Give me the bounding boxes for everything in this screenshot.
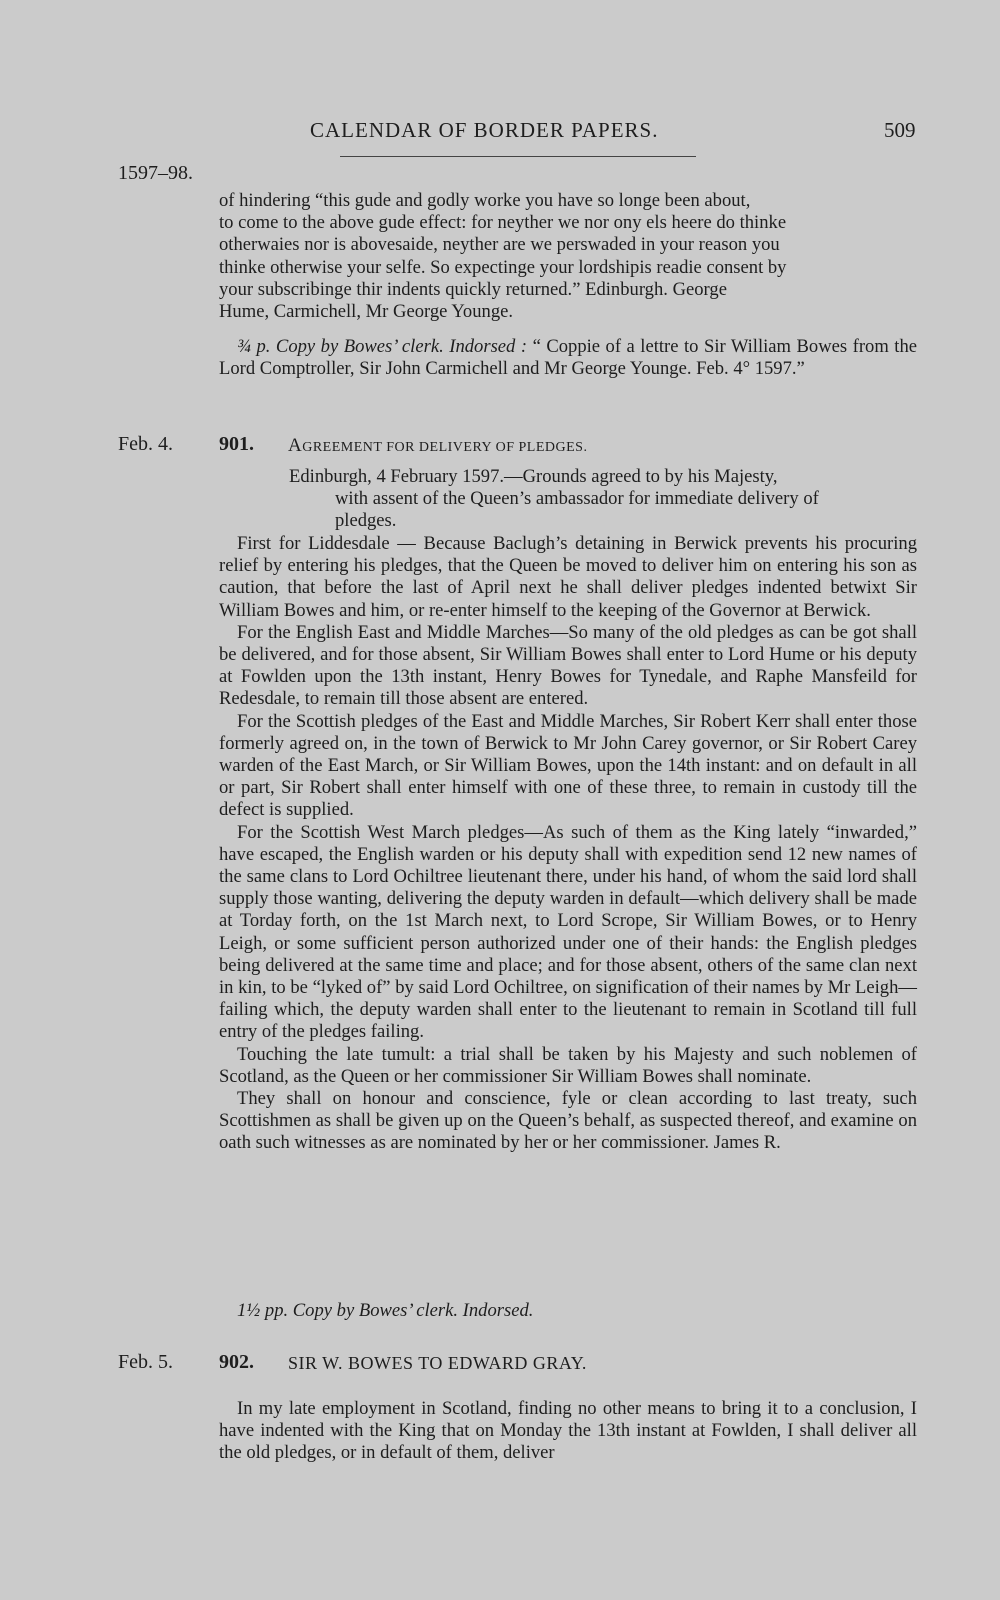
note-size: ¾ p. [237, 336, 271, 357]
entry-902-body [219, 1398, 917, 1465]
note-text: “ Coppie of a lettre to Sir William Bowes from the Lord Comptroller, Sir John Carmichell and Mr George Younge. Feb. 4° 1597.” [219, 336, 918, 380]
entry-901-note: 1½ pp. Copy by Bowes’ clerk. Indorsed. [237, 1300, 534, 1321]
paragraph-late-tumult: Touching the late tumult: a trial shall be taken by his Majesty and such noblemen of Scotland, as the Queen or her commissioner Sir William Bowes shall nominate. [219, 1043, 917, 1087]
entry-902-title: SIR W. BOWES TO EDWARD GRAY. [288, 1353, 587, 1373]
place-line-3: pledges. [335, 510, 397, 532]
paragraph-honour: They shall on honour and conscience, fyle or clean according to last treaty, such Scottishmen as shall be given up on the Queen’s behalf, as suspected thereof, and examine on oath such witnesses as are nominated by her or her commissioner. James R. [219, 1088, 917, 1154]
place-line-2: with assent of the Queen’s ambassador for immediate delivery of [335, 488, 819, 510]
entry-901-number: 901. [219, 433, 254, 455]
entry-902-number: 902. [219, 1351, 254, 1373]
paragraph-scottish-east-middle: For the Scottish pledges of the East and Middle Marches, Sir Robert Kerr shall enter those formerly agreed on, in the town of Berwick to Mr John Carey governor, or Sir Robert Carey warden of the East March, or Sir William Bowes, upon the 14th instant: and on default in all or part, Sir Robert shall enter himself with one of these three, to remain in custody till the defect is supplied. [219, 710, 917, 821]
header-rule [340, 156, 696, 157]
opening-line: of hindering “this gude and godly worke you have so longe been about, [219, 190, 751, 211]
opening-line: Hume, Carmichell, Mr George Younge. [219, 301, 514, 323]
running-title: CALENDAR OF BORDER PAPERS. [310, 118, 659, 142]
entry-901-place-date [289, 466, 917, 533]
opening-line: your subscribinge thir indents quickly returned.” Edinburgh. George [219, 278, 727, 300]
opening-note [219, 336, 917, 380]
paragraph-english-marches: For the English East and Middle Marches—So many of the old pledges as can be got shall be delivered, and for those absent, Sir William Bowes shall enter to Lord Hume or his deputy at Fowlden upon the 13th instant, Henry Bowes for Tynedale, and Raphe Mansfeild for Redesdale, to remain till those absent are entered. [219, 621, 917, 710]
entry-901-date: Feb. 4. [118, 433, 173, 455]
margin-year: 1597–98. [118, 162, 193, 184]
note-indorsed-label: Indorsed : [449, 336, 528, 357]
page-header [0, 118, 1000, 148]
opening-line: thinke otherwise your selfe. So expectinge your lordshipis readie consent by [219, 256, 787, 278]
opening-paragraph [219, 190, 917, 323]
opening-line: otherwaies nor is abovesaide, neyther are we perswaded in your reason you [219, 234, 780, 256]
note-copy: Copy by Bowes’ clerk. [275, 336, 444, 357]
entry-901-title-rest: GREEMENT FOR DELIVERY OF PLEDGES. [302, 440, 588, 455]
place-line-1: Edinburgh, 4 February 1597.—Grounds agreed to by his Majesty, [289, 466, 778, 487]
paragraph-scottish-west-march: For the Scottish West March pledges—As such of them as the King lately “inwarded,” have escaped, the English warden or his deputy shall with expedition send 12 new names of the same clans to Lord Ochiltree lieutenant there, under his hand, of whom the said lord shall supply those wanting, delivering the deputy warden in default—which delivery shall be made at Torday forth, on the 1st March next, to Lord Scrope, Sir William Bowes, or to Henry Leigh, or some sufficient person authorized under one of their hands: the English pledges being delivered at the same time and place; and for those absent, others of the same clan next in kin, to be “lyked of” by said Lord Ochiltree, on signification of their names by Mr Leigh—failing which, the deputy warden shall enter to the lieutenant to remain in Scotland till full entry of the pledges failing. [219, 821, 917, 1043]
paragraph-902: In my late employment in Scotland, finding no other means to bring it to a conclusion, I have indented with the King that on Monday the 13th instant at Fowlden, I shall deliver all the old pledges, or in default of them, deliver [219, 1398, 917, 1464]
paragraph-liddesdale: First for Liddesdale — Because Baclugh’s detaining in Berwick prevents his procuring relief by entering his pledges, that the Queen be moved to deliver him on entering his son as caution, that before the last of April next he shall deliver pledges indented betwixt Sir William Bowes and him, or re-enter himself to the keeping of the Governor at Berwick. [219, 533, 917, 621]
entry-901-title [288, 435, 587, 457]
entry-901-body [219, 533, 917, 1155]
opening-line: to come to the above gude effect: for neyther we nor ony els heere do thinke [219, 212, 787, 234]
page-number: 509 [884, 118, 916, 142]
entry-902-date: Feb. 5. [118, 1351, 173, 1373]
entry-901-title-initial: A [288, 435, 303, 456]
